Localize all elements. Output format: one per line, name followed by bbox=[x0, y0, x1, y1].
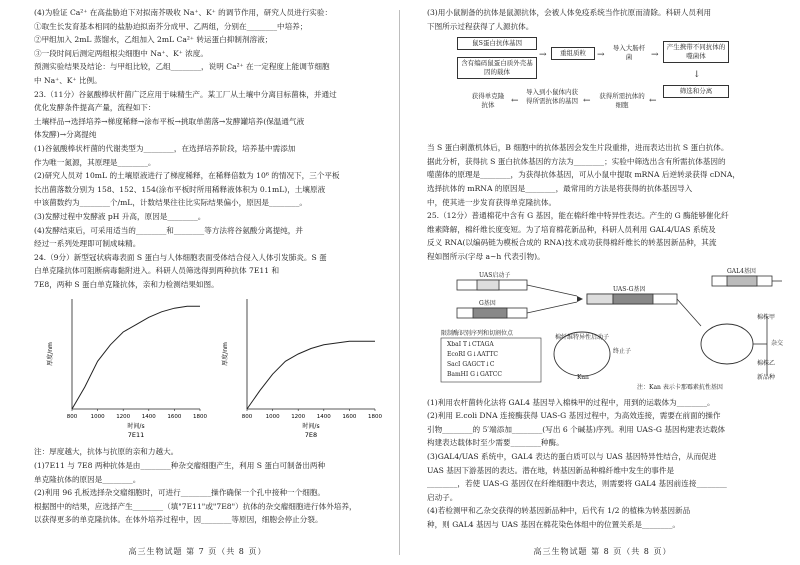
text-line: 25.（12分）普通棉花中含有 G 基因，能在棉纤维中特异性表达。产生的 G 酶能够催化纤 bbox=[427, 211, 729, 221]
text-line: 长出菌落数分别为 158、152、154(涂布平板时所用稀释液体积为 0.1mL)，土壤原液 bbox=[34, 184, 326, 194]
text-line: 反义 RNA(以编码链为模板合成的 RNA)技术成功获得棉纤维长的转基因新品种，其流 bbox=[427, 238, 717, 248]
x-tick-label: 800 bbox=[241, 414, 253, 421]
text-line: 白单克隆抗体可阻断病毒黏附进入。科研人员筛选得到两种抗体 7E11 和 bbox=[34, 266, 280, 276]
page-8-text-middle bbox=[427, 141, 792, 263]
flow-box-select: 筛选和分离 bbox=[663, 85, 729, 98]
x-tick-label: 1000 bbox=[90, 414, 105, 421]
text-line: ③一段时间后测定两组根尖细胞中 Na⁺、K⁺ 浓度。 bbox=[34, 48, 208, 58]
text-line: 作为唯一氮源，其原理是________。 bbox=[34, 157, 156, 167]
chart-7e8 bbox=[219, 293, 384, 445]
text-line: 以获得更多的单克隆抗体。在体外培养过程中，因________等原因，细胞会停止分裂。 bbox=[34, 515, 323, 525]
text-line: ①取生长发育基本相同的盐胁迫拟南芥分成甲、乙两组，分别在________中培养； bbox=[34, 21, 308, 31]
page-divider bbox=[399, 10, 400, 555]
page-7-text-lower bbox=[34, 459, 387, 527]
flow-box-mouse: 导入到小鼠体内获得所需抗体的基因 bbox=[523, 87, 581, 107]
y-axis-label: 厚度/nm bbox=[47, 342, 54, 367]
flow-box-phage: 产生携带不同抗体的噬菌体 bbox=[663, 41, 729, 63]
text-line: 据此分析，获得抗 S 蛋白抗体基因的方法为________；实验中筛选出含有所需抗体基因的 bbox=[427, 156, 726, 166]
text-line: (1)谷氨酸棒状杆菌的代谢类型为________，在选择培养阶段，培养基中需添加 bbox=[34, 143, 296, 153]
page-7-text-upper bbox=[34, 6, 387, 291]
text-line: 经过一系列处理即可制成味精。 bbox=[34, 239, 141, 249]
flow-box-mouse-gene: 鼠S蛋白抗体基因 bbox=[457, 37, 537, 50]
enzyme-site-3: SacI GAGCT↓C bbox=[447, 360, 495, 368]
text-line: 选择抗体的 mRNA 的原因是________，最常用的方法是将获得的抗体基因导入 bbox=[427, 183, 693, 193]
series-line bbox=[72, 307, 200, 410]
text-line: 中 Na⁺、K⁺ 比例。 bbox=[34, 75, 102, 85]
x-tick-label: 1600 bbox=[167, 414, 182, 421]
plasmid-figure bbox=[427, 266, 792, 394]
flow-arrow: ← bbox=[649, 96, 657, 107]
page-8-text-bottom bbox=[427, 396, 792, 532]
text-line: (3)GAL4/UAS 系统中，GAL4 表达的蛋白质可以与 UAS 基因特异性结合，从而促进 bbox=[427, 451, 717, 461]
y-axis-label: 厚度/nm bbox=[222, 342, 229, 367]
flow-box-mab: 获得单克隆抗体 bbox=[467, 91, 509, 111]
label-new-variety: 新品种 bbox=[757, 373, 776, 381]
label-hybrid: 杂交 bbox=[771, 339, 784, 347]
antibody-flow-diagram bbox=[427, 35, 792, 139]
text-line: ②甲组加入 2mL 蒸馏水，乙组加入 2mL Ca²⁺ 转运蛋白抑制剂溶液； bbox=[34, 35, 273, 45]
flow-arrow: ↓ bbox=[693, 70, 701, 81]
label-g-gene: G基因 bbox=[479, 299, 496, 307]
text-line: (1)利用农杆菌转化法将 GAL4 基因导入棉株甲的过程中，用到的运载体为________。 bbox=[427, 397, 715, 407]
x-axis-label: 时间/s bbox=[302, 423, 320, 431]
x-tick-label: 1400 bbox=[141, 414, 156, 421]
page-8-footer: 高三生物试题 第 8 页（共 8 页） bbox=[533, 547, 672, 556]
text-line: 7E8，两种 S 蛋白单克隆抗体，亲和力检测结果如图。 bbox=[34, 279, 219, 289]
label-uas-g: UAS-G基因 bbox=[613, 285, 646, 293]
x-tick-label: 1600 bbox=[342, 414, 357, 421]
chart-title: 7E8 bbox=[304, 431, 318, 440]
flow-arrow: → bbox=[539, 50, 547, 61]
affinity-charts bbox=[34, 293, 387, 445]
chart-title: 7E11 bbox=[127, 431, 145, 440]
text-line: 24.（9分）新型冠状病毒表面 S 蛋白与人体细胞表面受体结合侵入人体引发肺炎。S 蛋 bbox=[34, 252, 327, 262]
text-line: (2)研究人员对 10mL 的土壤原液进行了梯度稀释，在稀释倍数为 10⁶ 的情况下，三个平板 bbox=[34, 171, 340, 181]
text-line: 单克隆抗体的原因是________。 bbox=[34, 474, 141, 484]
text-line: (4)若检测甲和乙杂交获得的转基因新品种中，后代有 1/2 的植株为转基因新品 bbox=[427, 506, 691, 516]
label-plant-2: 棉株乙 bbox=[757, 359, 776, 367]
flow-box-ecoli: 导入大肠杆菌 bbox=[609, 43, 649, 63]
text-line: 构建表达载体时至少需要________种酶。 bbox=[427, 438, 564, 448]
text-line: 程如图所示(字母 a~h 代表引物)。 bbox=[427, 251, 545, 261]
text-line: 中，使其进一步发育获得单克隆抗体。 bbox=[427, 197, 557, 207]
text-line: (4)为验证 Ca²⁺ 在高盐胁迫下对拟南芥吸收 Na⁺、K⁺ 的调节作用，研究人员进行实验： bbox=[34, 8, 333, 17]
enzyme-site-4: BamHI G↓GATCC bbox=[447, 370, 502, 378]
chart-note: 注：厚度越大，抗体与抗原的亲和力越大。 bbox=[34, 447, 179, 457]
text-line: 启动子。 bbox=[427, 492, 458, 502]
text-line: 预测实验结果及结论：与甲组比较，乙组________，说明 Ca²⁺ 在一定程度上能调节细胞 bbox=[34, 62, 330, 72]
label-promoter: 棉纤维特异性启动子 bbox=[555, 333, 610, 341]
text-line: 优化发酵条件提高产量，流程如下： bbox=[34, 103, 156, 113]
flow-arrow: ← bbox=[583, 96, 591, 107]
text-line: (2)利用 E.coli DNA 连接酶获得 UAS-G 基因过程中，为高效连接，需要在前面的操作 bbox=[427, 411, 721, 421]
label-enzyme-table-title: 限制酶识别序列和切割位点 bbox=[441, 329, 514, 337]
text-line: 23.（11分）谷氨酸棒状杆菌广泛应用于味精生产。某工厂从土壤中分离目标菌株，并通过 bbox=[34, 89, 337, 99]
text-line: 下图所示过程获得了人源抗体。 bbox=[427, 21, 534, 31]
x-tick-label: 1400 bbox=[316, 414, 331, 421]
text-line: (4)发酵结束后，可采用适当的________和________等方法将谷氨酸分离提纯，并 bbox=[34, 225, 303, 235]
x-tick-label: 1200 bbox=[291, 414, 306, 421]
text-line: 体发酵)→分离提纯 bbox=[34, 130, 97, 140]
flow-box-vector: 含有编码鼠蛋白质外壳基因的载体 bbox=[457, 57, 537, 79]
text-line: ________，若使 UAS-G 基因仅在纤维细胞中表达，则需要将 GAL4 基因前连接________ bbox=[427, 479, 727, 489]
x-tick-label: 1200 bbox=[116, 414, 131, 421]
text-line: 当 S 蛋白刺激机体后，B 细胞中的抗体基因会发生片段重排，进而表达出抗 S 蛋白抗体。 bbox=[427, 143, 729, 153]
text-line: 引物________的 5′端添加________(写出 6 个碱基)序列。利用 UAS-G 基因构建表达载体 bbox=[427, 424, 726, 434]
text-line: 种，则 GAL4 基因与 UAS 基因在棉花染色体组中的位置关系是________。 bbox=[427, 519, 680, 529]
page-8-text-top bbox=[427, 6, 792, 33]
enzyme-site-2: EcoRI G↓AATTC bbox=[447, 350, 499, 358]
flow-box-cells: 获得所需抗体的细胞 bbox=[597, 91, 647, 111]
label-kan: Kan bbox=[577, 373, 589, 381]
text-line: (1)7E11 与 7E8 两种抗体是由________种杂交瘤细胞产生，利用 S 蛋白可制备出两种 bbox=[34, 461, 326, 471]
text-line: 维素降解，棉纤维长度变短。为了培育棉花新品种，科研人员利用 GAL4/UAS 系统及 bbox=[427, 224, 716, 234]
label-uas-promoter: UAS启动子 bbox=[479, 271, 511, 279]
label-gal4: GAL4基因 bbox=[727, 267, 756, 275]
x-tick-label: 1000 bbox=[265, 414, 280, 421]
text-line: 噬菌体的原理是________，为获得抗体基因，可从小鼠中提取 mRNA 后逆转录获得 cDNA， bbox=[427, 170, 740, 180]
exam-page-7 bbox=[0, 0, 395, 565]
text-line: 土壤样品→选择培养→梯度稀释→涂布平板→挑取单菌落→发酵罐培养(保温通气液 bbox=[34, 116, 305, 126]
page-7-footer: 高三生物试题 第 7 页（共 8 页） bbox=[128, 547, 267, 556]
text-line: (3)用小鼠制备的抗体是鼠源抗体，会被人体免疫系统当作抗原而清除。科研人员利用 bbox=[427, 8, 712, 17]
text-line: UAS 基因下游基因的表达。潜在地，转基因新品种棉纤维中发生的事件是 bbox=[427, 465, 675, 475]
text-line: (3)发酵过程中发酵液 pH 升高，原因是________。 bbox=[34, 211, 206, 221]
figure-note: 注：Kan 表示卡那霉素抗性基因 bbox=[637, 383, 723, 391]
label-terminator: 终止子 bbox=[613, 347, 632, 355]
x-tick-label: 1800 bbox=[193, 414, 207, 421]
exam-page-8 bbox=[405, 0, 800, 565]
label-plant-1: 棉株甲 bbox=[757, 313, 776, 321]
text-line: (2)利用 96 孔板选择杂交瘤细胞时，可进行________操作确保一个孔中接种一个细胞。 bbox=[34, 488, 326, 498]
enzyme-site-1: XbaI T↓CTAGA bbox=[447, 340, 494, 348]
flow-arrow: ← bbox=[511, 96, 519, 107]
text-line: 中该菌数约为________个/mL，计数结果往往比实际结果偏小，原因是________。 bbox=[34, 198, 307, 208]
x-axis-label: 时间/s bbox=[127, 423, 145, 431]
x-tick-label: 800 bbox=[66, 414, 78, 421]
flow-box-recombinant: 重组质粒 bbox=[551, 47, 595, 60]
text-line: 根据图中的结果，应选择产生________（填"7E11"或"7E8"）抗体的杂交瘤细胞进行体外培养， bbox=[34, 501, 357, 511]
x-tick-label: 1800 bbox=[368, 414, 382, 421]
flow-arrow: → bbox=[651, 50, 659, 61]
chart-7e11 bbox=[44, 293, 209, 445]
series-line bbox=[247, 342, 375, 410]
flow-arrow: → bbox=[597, 50, 605, 61]
